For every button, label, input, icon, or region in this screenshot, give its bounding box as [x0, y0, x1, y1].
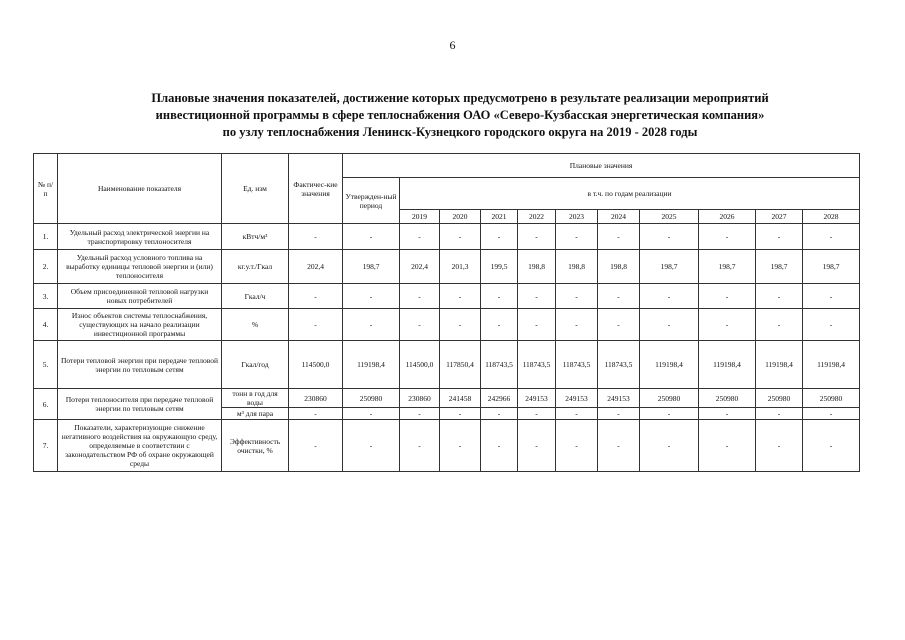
year-value-2025: - [640, 309, 699, 341]
header-actual: Фактичес-кие значения [289, 154, 343, 224]
table-row-7 [34, 420, 860, 472]
approved-value: 198,7 [343, 250, 400, 284]
unit-cell: кг.у.т./Гкал [222, 250, 289, 284]
year-value-2023: - [556, 284, 598, 309]
title-line-1: Плановые значения показателей, достижение которых предусмотрено в результате реализации мероприятий [151, 91, 769, 105]
year-value-2020: - [440, 309, 481, 341]
unit-cell: Гкал/ч [222, 284, 289, 309]
header-year-2027: 2027 [756, 210, 803, 224]
title-line-3: по узлу теплоснабжения Ленинск-Кузнецкого городского округа на 2019 - 2028 годы [222, 125, 698, 139]
year-value-2019: - [400, 420, 440, 472]
indicator-name: Удельный расход условного топлива на выработку единицы тепловой энергии и (или) теплоносителя [58, 250, 222, 284]
header-num: № п/п [34, 154, 58, 224]
year-value-2022: - [518, 420, 556, 472]
year-value-2020: - [440, 420, 481, 472]
year-value-2024: 198,8 [598, 250, 640, 284]
unit-cell: тонн в год для воды [222, 389, 289, 408]
year-value-2025: 250980 [640, 389, 699, 408]
year-value-2028: - [803, 309, 860, 341]
year-value-2028: - [803, 224, 860, 250]
year-value-2020: - [440, 224, 481, 250]
header-year-2028: 2028 [803, 210, 860, 224]
year-value-2021: 242966 [481, 389, 518, 408]
year-value-2019: - [400, 224, 440, 250]
row-number: 4. [34, 309, 58, 341]
year-value-2022: - [518, 284, 556, 309]
row-number: 1. [34, 224, 58, 250]
year-value-2021: 118743,5 [481, 341, 518, 389]
year-value-2026: - [699, 224, 756, 250]
year-value-2023: - [556, 309, 598, 341]
actual-value: - [289, 284, 343, 309]
year-value-2022: - [518, 408, 556, 420]
actual-value: - [289, 408, 343, 420]
year-value-2026: 198,7 [699, 250, 756, 284]
year-value-2020: 117850,4 [440, 341, 481, 389]
table-row-3 [34, 284, 860, 309]
year-value-2028: - [803, 284, 860, 309]
header-year-2022: 2022 [518, 210, 556, 224]
header-year-2019: 2019 [400, 210, 440, 224]
year-value-2023: 249153 [556, 389, 598, 408]
year-value-2027: - [756, 284, 803, 309]
indicator-name: Удельный расход электрической энергии на транспортировку теплоносителя [58, 224, 222, 250]
header-year-2020: 2020 [440, 210, 481, 224]
title-line-2: инвестиционной программы в сфере теплоснабжения ОАО «Северо-Кузбасская энергетическая компания» [155, 108, 765, 122]
year-value-2023: 118743,5 [556, 341, 598, 389]
year-value-2019: - [400, 284, 440, 309]
year-value-2028: - [803, 408, 860, 420]
year-value-2024: - [598, 420, 640, 472]
year-value-2026: - [699, 309, 756, 341]
actual-value: - [289, 224, 343, 250]
row-number: 2. [34, 250, 58, 284]
year-value-2023: 198,8 [556, 250, 598, 284]
actual-value: 230860 [289, 389, 343, 408]
year-value-2024: - [598, 224, 640, 250]
header-year-2023: 2023 [556, 210, 598, 224]
year-value-2027: 198,7 [756, 250, 803, 284]
year-value-2021: - [481, 309, 518, 341]
year-value-2022: 249153 [518, 389, 556, 408]
year-value-2025: - [640, 408, 699, 420]
actual-value: - [289, 420, 343, 472]
year-value-2025: 119198,4 [640, 341, 699, 389]
year-value-2024: - [598, 284, 640, 309]
unit-cell: Эффективность очистки, % [222, 420, 289, 472]
indicator-name: Показатели, характеризующие снижение негативного воздействия на окружающую среду, определяемые в соответствии с законодательством РФ об охране окружающей среды [58, 420, 222, 472]
indicator-name: Износ объектов системы теплоснабжения, существующих на начало реализации инвестиционной программы [58, 309, 222, 341]
header-unit: Ед. изм [222, 154, 289, 224]
year-value-2020: 201,3 [440, 250, 481, 284]
approved-value: - [343, 420, 400, 472]
year-value-2021: - [481, 408, 518, 420]
row-number: 6. [34, 389, 58, 420]
approved-value: - [343, 224, 400, 250]
unit-cell: м³ для пара [222, 408, 289, 420]
year-value-2019: - [400, 309, 440, 341]
year-value-2024: - [598, 408, 640, 420]
year-value-2020: - [440, 284, 481, 309]
page-number: 6 [449, 38, 456, 52]
header-name: Наименование показателя [58, 154, 222, 224]
approved-value: - [343, 284, 400, 309]
year-value-2028: 119198,4 [803, 341, 860, 389]
row-number: 7. [34, 420, 58, 472]
year-value-2025: - [640, 224, 699, 250]
year-value-2027: - [756, 224, 803, 250]
year-value-2023: - [556, 420, 598, 472]
unit-cell: % [222, 309, 289, 341]
year-value-2021: 199,5 [481, 250, 518, 284]
header-year-2024: 2024 [598, 210, 640, 224]
unit-cell: кВтч/м³ [222, 224, 289, 250]
actual-value: 114500,0 [289, 341, 343, 389]
year-value-2020: 241458 [440, 389, 481, 408]
table-row-2 [34, 250, 860, 284]
actual-value: - [289, 309, 343, 341]
header-approved: Утвержден-ный период [343, 178, 400, 224]
year-value-2026: - [699, 284, 756, 309]
year-value-2028: 198,7 [803, 250, 860, 284]
table-row-1 [34, 224, 860, 250]
header-year-2021: 2021 [481, 210, 518, 224]
year-value-2023: - [556, 224, 598, 250]
header-by-years: в т.ч. по годам реализации [400, 178, 860, 210]
year-value-2026: 119198,4 [699, 341, 756, 389]
year-value-2026: 250980 [699, 389, 756, 408]
year-value-2022: - [518, 309, 556, 341]
approved-value: 119198,4 [343, 341, 400, 389]
year-value-2021: - [481, 420, 518, 472]
year-value-2025: - [640, 284, 699, 309]
year-value-2026: - [699, 420, 756, 472]
approved-value: 250980 [343, 389, 400, 408]
row-number: 3. [34, 284, 58, 309]
year-value-2022: 118743,5 [518, 341, 556, 389]
header-planned: Плановые значения [343, 154, 860, 178]
year-value-2021: - [481, 224, 518, 250]
year-value-2022: - [518, 224, 556, 250]
year-value-2019: 202,4 [400, 250, 440, 284]
year-value-2027: - [756, 420, 803, 472]
year-value-2027: 250980 [756, 389, 803, 408]
year-value-2027: 119198,4 [756, 341, 803, 389]
approved-value: - [343, 408, 400, 420]
table-row-4 [34, 309, 860, 341]
year-value-2022: 198,8 [518, 250, 556, 284]
year-value-2019: 114500,0 [400, 341, 440, 389]
year-value-2020: - [440, 408, 481, 420]
year-value-2024: 118743,5 [598, 341, 640, 389]
indicator-name: Потери теплоносителя при передаче тепловой энергии по тепловым сетям [58, 389, 222, 420]
year-value-2026: - [699, 408, 756, 420]
year-value-2028: 250980 [803, 389, 860, 408]
header-year-2026: 2026 [699, 210, 756, 224]
actual-value: 202,4 [289, 250, 343, 284]
year-value-2027: - [756, 309, 803, 341]
year-value-2025: 198,7 [640, 250, 699, 284]
year-value-2024: - [598, 309, 640, 341]
row-number: 5. [34, 341, 58, 389]
unit-cell: Гкал/год [222, 341, 289, 389]
document-title [60, 90, 860, 141]
year-value-2019: - [400, 408, 440, 420]
table-row-5 [34, 341, 860, 389]
indicator-name: Потери тепловой энергии при передаче тепловой энергии по тепловым сетям [58, 341, 222, 389]
approved-value: - [343, 309, 400, 341]
header-row-1 [34, 154, 860, 178]
year-value-2019: 230860 [400, 389, 440, 408]
year-value-2028: - [803, 420, 860, 472]
table-row-6-1 [34, 389, 860, 408]
year-value-2025: - [640, 420, 699, 472]
year-value-2023: - [556, 408, 598, 420]
year-value-2021: - [481, 284, 518, 309]
year-value-2027: - [756, 408, 803, 420]
year-value-2024: 249153 [598, 389, 640, 408]
header-year-2025: 2025 [640, 210, 699, 224]
table-body [34, 154, 860, 472]
indicator-name: Объем присоединенной тепловой нагрузки новых потребителей [58, 284, 222, 309]
indicators-table [33, 153, 860, 472]
